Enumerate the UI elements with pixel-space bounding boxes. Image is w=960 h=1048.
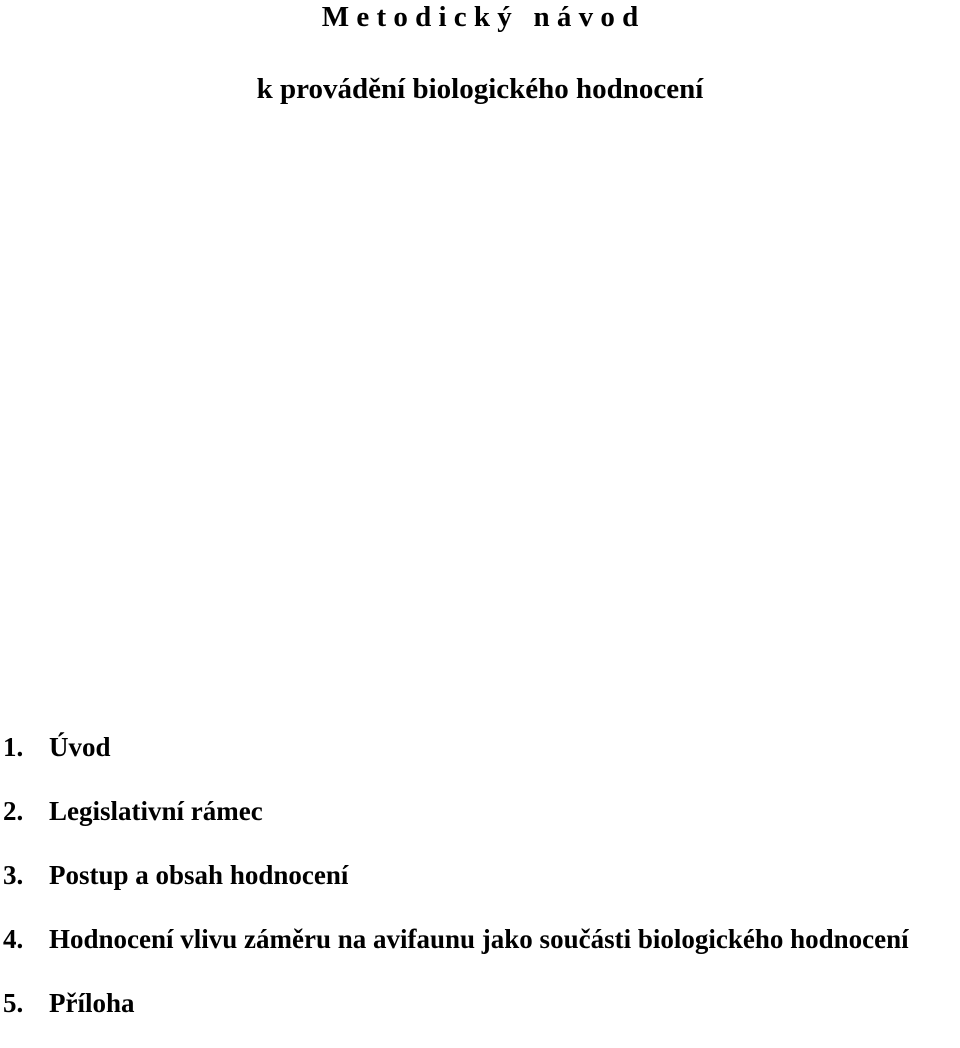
toc-item-priloha <box>0 984 960 1048</box>
toc-item-label: Postup a obsah hodnocení <box>49 860 349 890</box>
toc-item-label: Hodnocení vlivu záměru na avifaunu jako součásti biologického hodnocení <box>49 924 909 954</box>
toc-item-legislativni-ramec <box>0 792 960 856</box>
toc-item-avifauna <box>0 920 960 984</box>
toc-item-number: 2. <box>3 796 24 826</box>
toc-item-uvod <box>0 728 960 792</box>
toc-item-number: 3. <box>3 860 24 890</box>
toc-item-number: 5. <box>3 988 24 1018</box>
toc-item-number: 1. <box>3 732 24 762</box>
document-subtitle: k provádění biologického hodnocení <box>256 73 704 105</box>
toc-item-postup <box>0 856 960 920</box>
document-title: M e t o d i c k ý n á v o d <box>321 1 639 33</box>
toc-item-number: 4. <box>3 924 24 954</box>
toc-item-label: Úvod <box>49 732 111 762</box>
table-of-contents <box>0 728 960 1048</box>
toc-item-label: Příloha <box>49 988 135 1018</box>
toc-item-label: Legislativní rámec <box>49 796 263 826</box>
